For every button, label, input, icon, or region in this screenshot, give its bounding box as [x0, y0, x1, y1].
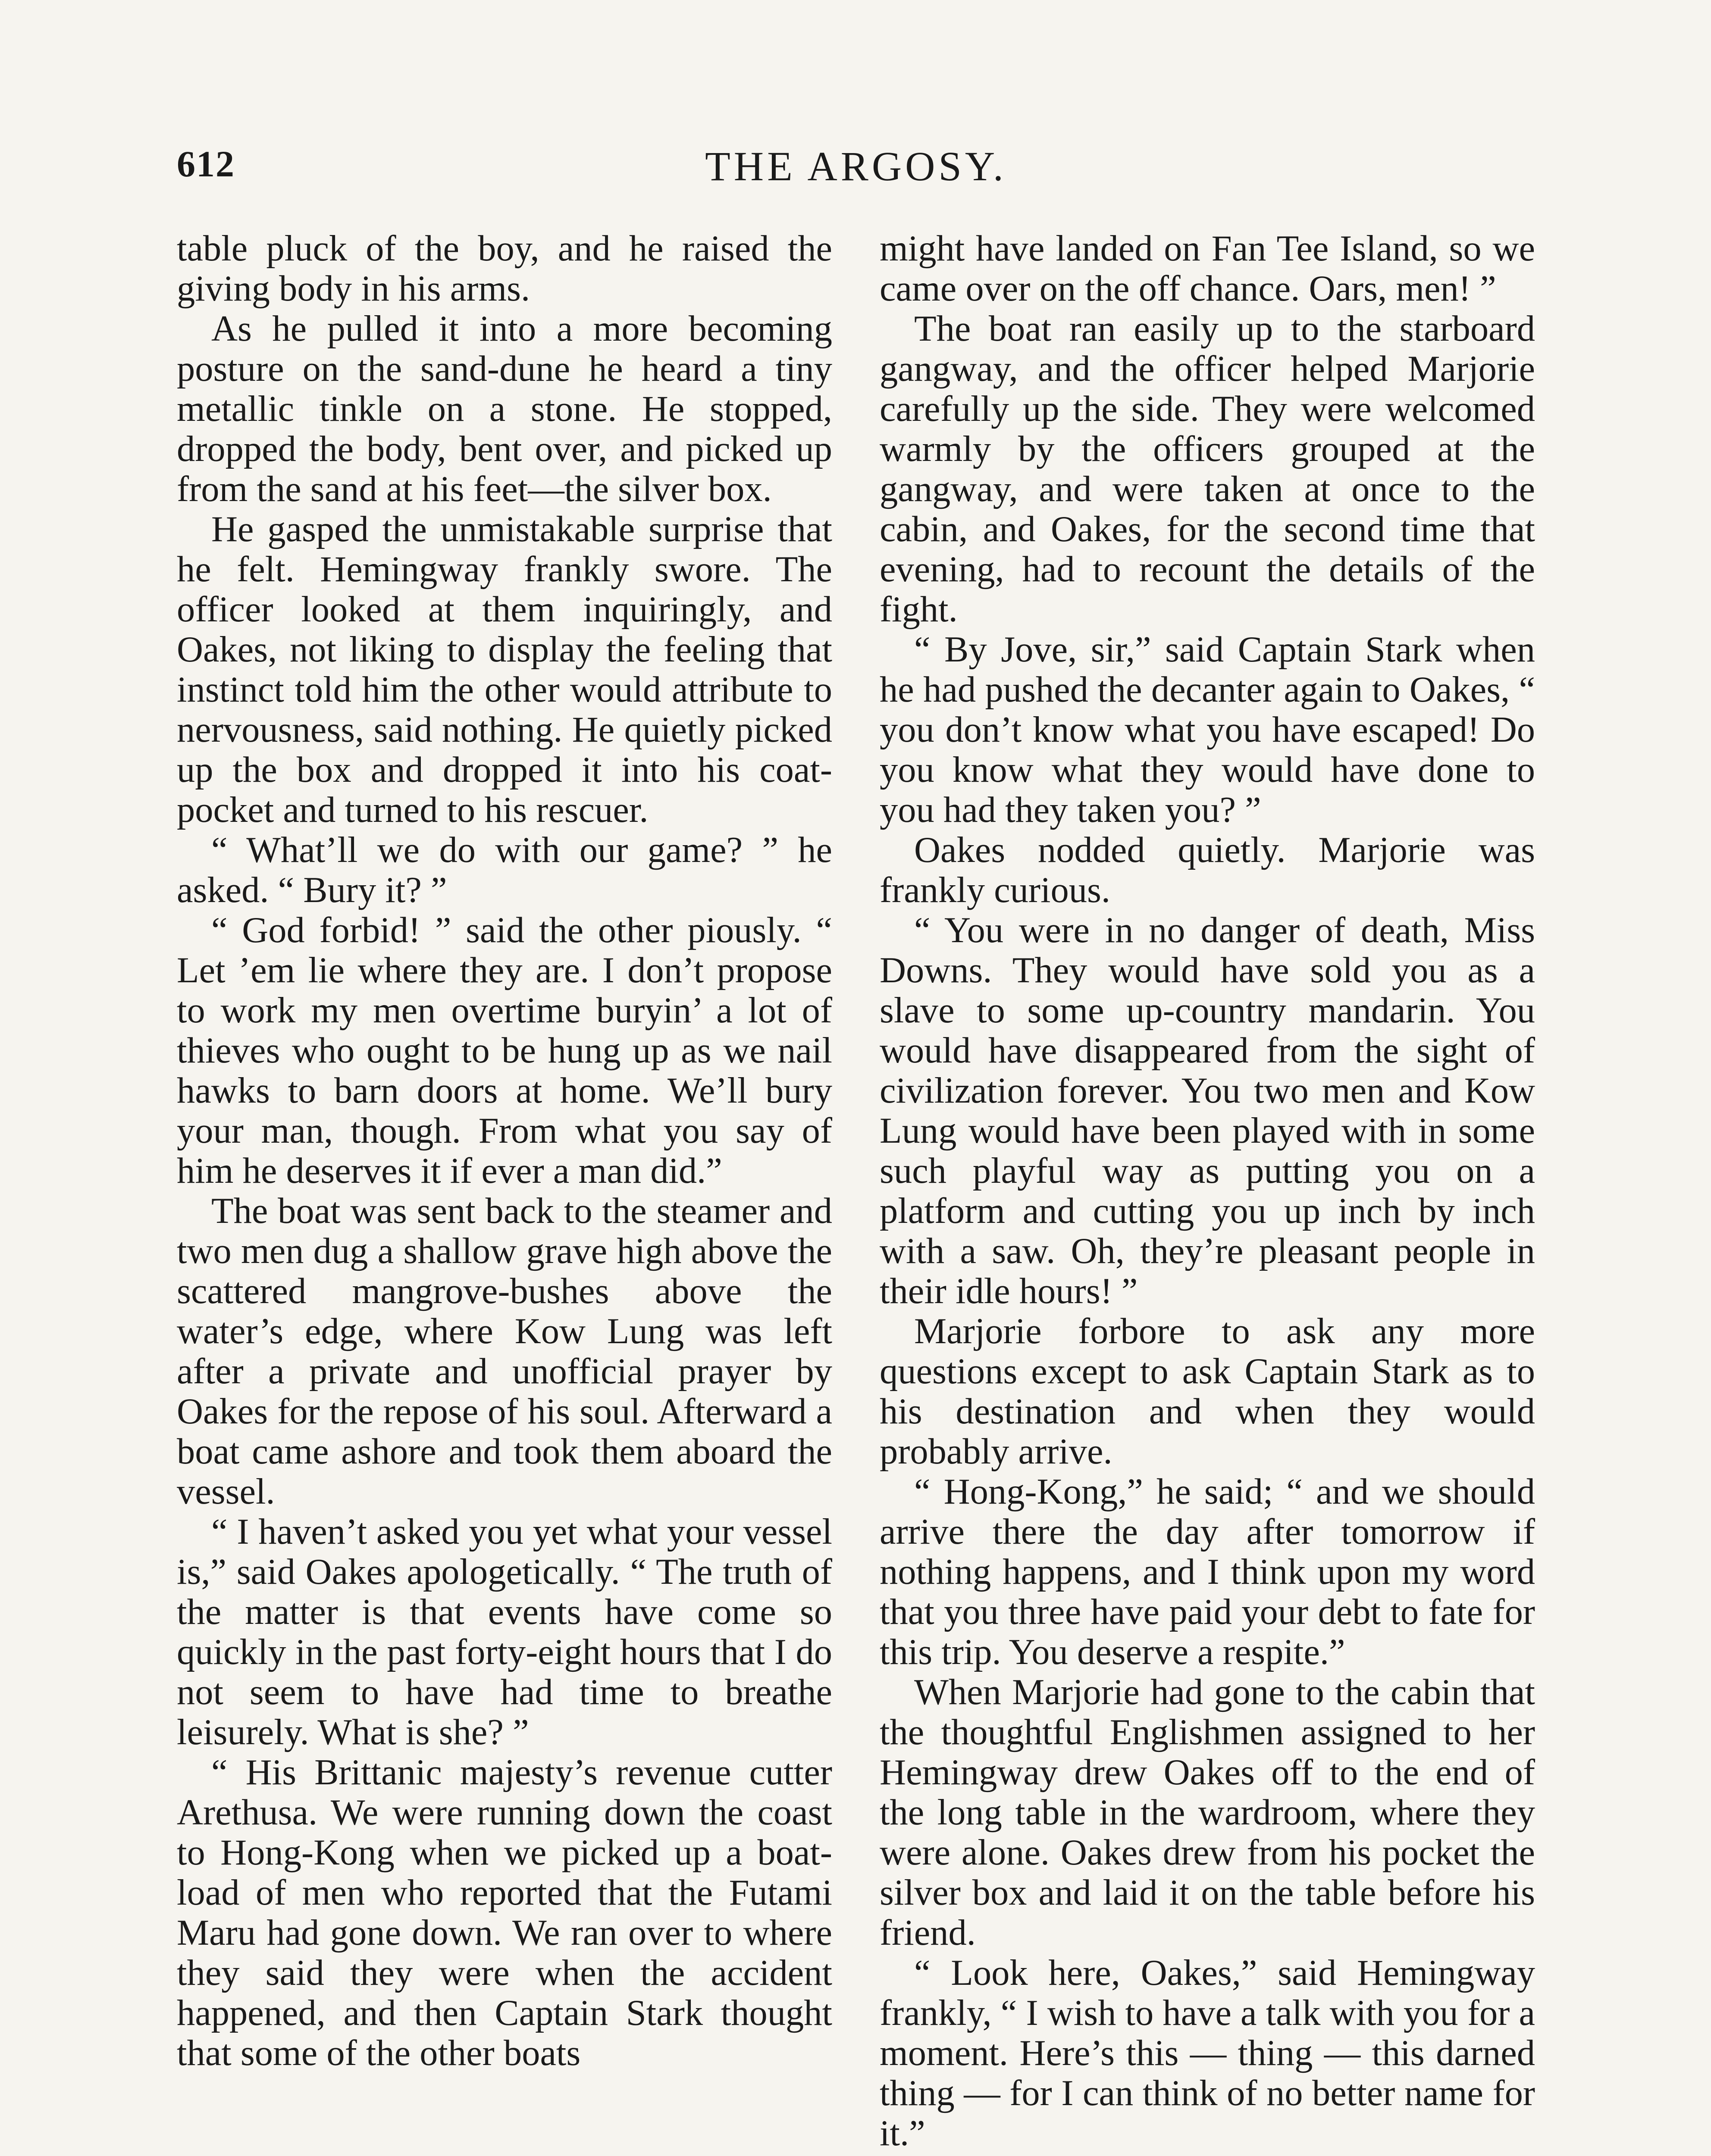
paragraph: might have landed on Fan Tee Island, so we came over on the off chance. Oars, men! ” [880, 229, 1535, 309]
paragraph: “ His Brittanic majesty’s revenue cutter Arethusa. We were running down the coast to Hong-Kong when we picked up a boat-load of men who reported that the Futami Maru had gone down. We ran over to where they said they were when the accident happened, and then Captain Stark thought that some of the other boats [177, 1752, 832, 2073]
paragraph: “ What’ll we do with our game? ” he asked. “ Bury it? ” [177, 830, 832, 910]
right-column [880, 229, 1535, 2153]
paragraph: He gasped the unmistakable surprise that he felt. Hemingway frankly swore. The officer looked at them inquiringly, and Oakes, not liking to display the feeling that instinct told him the other would attribute to nervousness, said nothing. He quietly picked up the box and dropped it into his coat-pocket and turned to his rescuer. [177, 509, 832, 830]
paragraph: As he pulled it into a more becoming posture on the sand-dune he heard a tiny metallic tinkle on a stone. He stopped, dropped the body, bent over, and picked up from the sand at his feet—the silver box. [177, 309, 832, 509]
left-column [177, 229, 832, 2073]
paragraph: Oakes nodded quietly. Marjorie was frankly curious. [880, 830, 1535, 910]
paragraph: “ God forbid! ” said the other piously. “ Let ’em lie where they are. I don’t propose to work my men overtime buryin’ a lot of thieves who ought to be hung up as we nail hawks to barn doors at home. We’ll bury your man, though. From what you say of him he deserves it if ever a man did.” [177, 910, 832, 1191]
paragraph: “ Hong-Kong,” he said; “ and we should arrive there the day after tomorrow if nothing happens, and I think upon my word that you three have paid your debt to fate for this trip. You deserve a respite.” [880, 1472, 1535, 1672]
text-columns [177, 229, 1535, 2156]
paragraph: “ You were in no danger of death, Miss Downs. They would have sold you as a slave to some up-country mandarin. You would have disappeared from the sight of civilization forever. You two men and Kow Lung would have been played with in some such playful way as putting you on a platform and cutting you up inch by inch with a saw. Oh, they’re pleasant people in their idle hours! ” [880, 910, 1535, 1311]
paragraph: The boat was sent back to the steamer and two men dug a shallow grave high above the scattered mangrove-bushes above the water’s edge, where Kow Lung was left after a private and unofficial prayer by Oakes for the repose of his soul. Afterward a boat came ashore and took them aboard the vessel. [177, 1191, 832, 1512]
paragraph: “ By Jove, sir,” said Captain Stark when he had pushed the decanter again to Oakes, “ you don’t know what you have escaped! Do you know what they would have done to you had they taken you? ” [880, 630, 1535, 830]
paragraph: table pluck of the boy, and he raised the giving body in his arms. [177, 229, 832, 309]
page-header [177, 142, 1535, 207]
paragraph: “ Look here, Oakes,” said Hemingway frankly, “ I wish to have a talk with you for a moment. Here’s this — thing — this darned thing — for I can think of no better name for it.” [880, 1953, 1535, 2153]
paragraph: Marjorie forbore to ask any more questions except to ask Captain Stark as to his destination and when they would probably arrive. [880, 1311, 1535, 1472]
paragraph: When Marjorie had gone to the cabin that the thoughtful Englishmen assigned to her Hemingway drew Oakes off to the end of the long table in the wardroom, where they were alone. Oakes drew from his pocket the silver box and laid it on the table before his friend. [880, 1672, 1535, 1953]
page-number: 612 [177, 143, 235, 185]
running-title: THE ARGOSY. [705, 143, 1007, 189]
paragraph: “ I haven’t asked you yet what your vessel is,” said Oakes apologetically. “ The truth of the matter is that events have come so quickly in the past forty-eight hours that I do not seem to have had time to breathe leisurely. What is she? ” [177, 1512, 832, 1752]
paragraph: The boat ran easily up to the starboard gangway, and the officer helped Marjorie carefully up the side. They were welcomed warmly by the officers grouped at the gangway, and were taken at once to the cabin, and Oakes, for the second time that evening, had to recount the details of the fight. [880, 309, 1535, 630]
